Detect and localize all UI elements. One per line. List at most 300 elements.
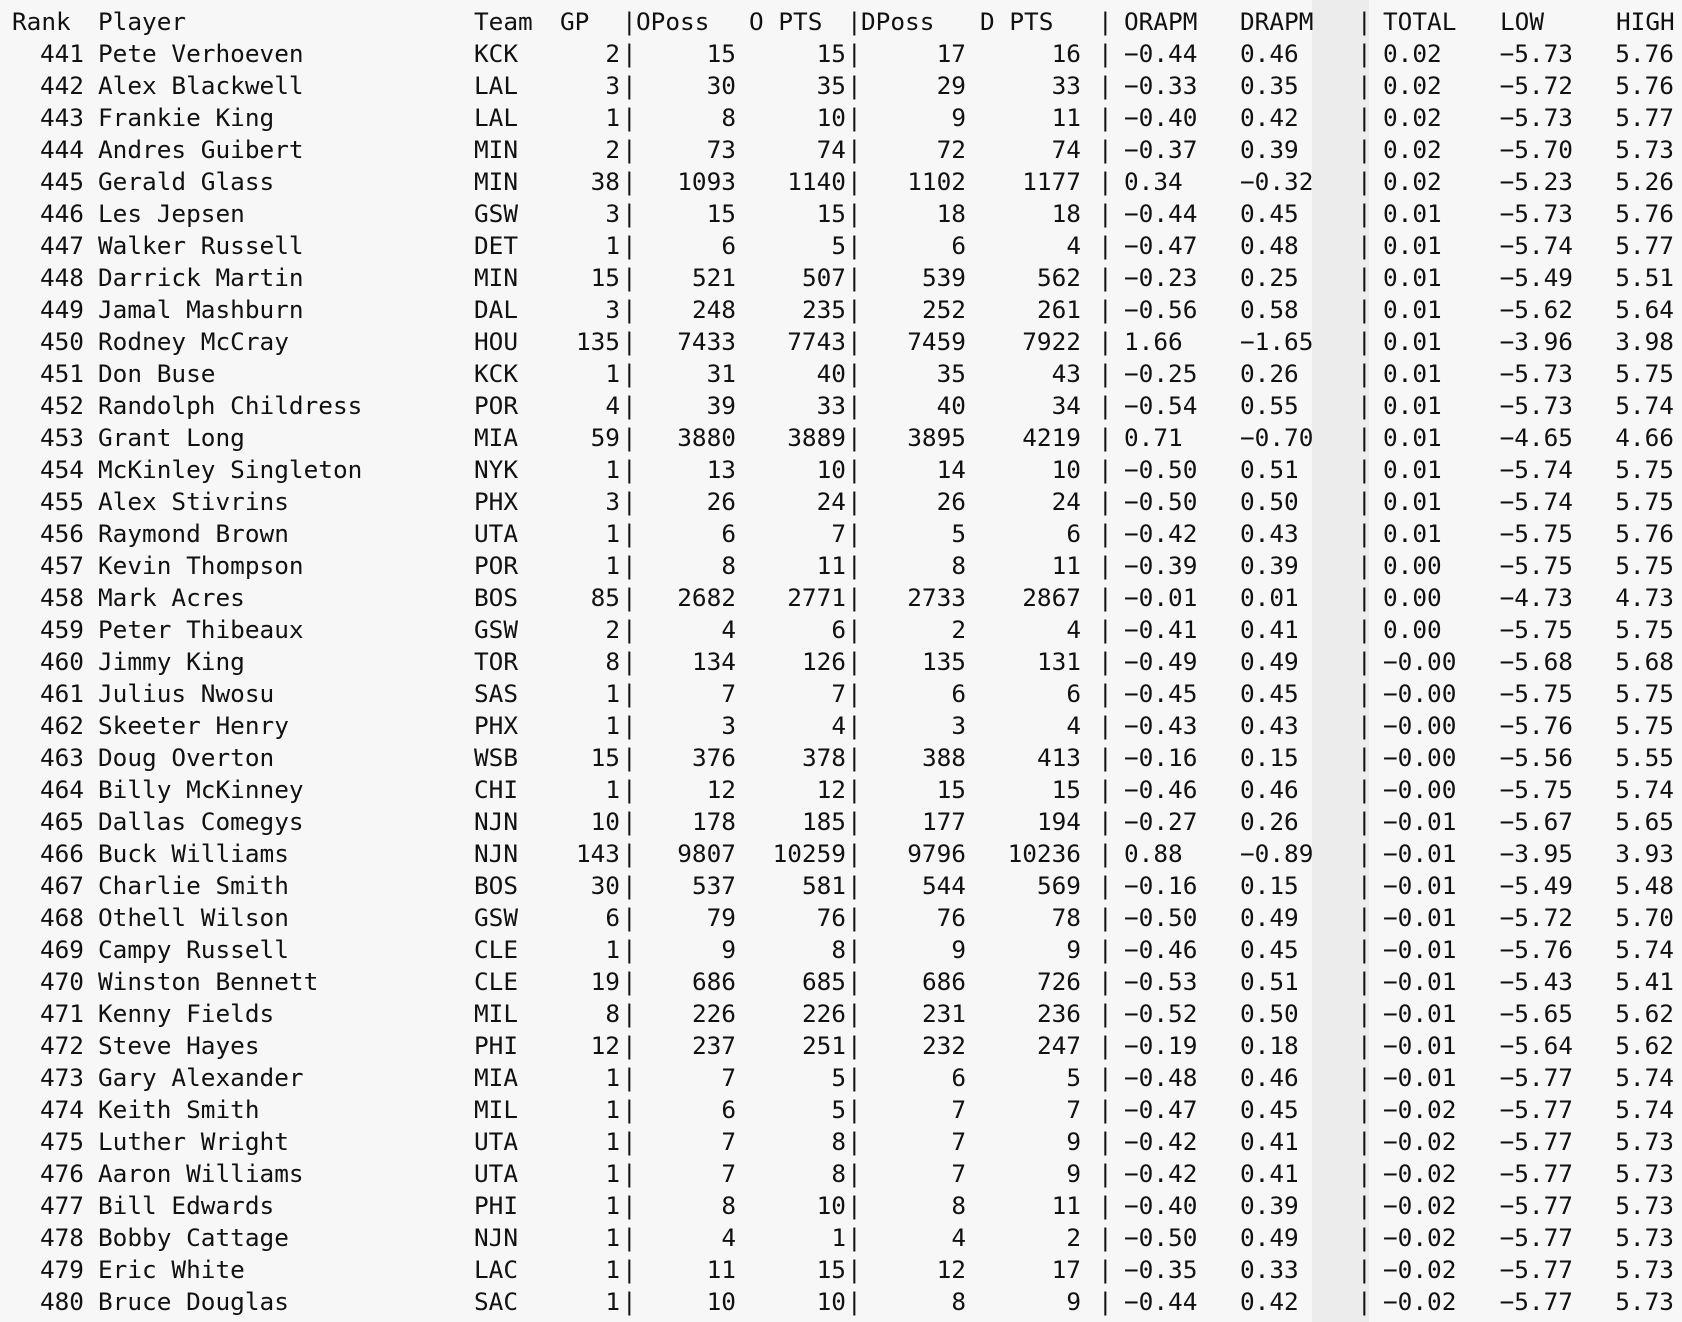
player-cell: Raymond Brown: [98, 519, 289, 548]
player-cell: Darrick Martin: [98, 263, 304, 292]
low-cell: −5.75: [1499, 615, 1573, 644]
opts-cell: 2771: [787, 583, 846, 612]
drapm-cell: 0.15: [1240, 871, 1299, 900]
column-separator: |: [1098, 871, 1113, 900]
dpts-cell: 11: [1051, 103, 1081, 132]
low-cell: −5.72: [1499, 71, 1573, 100]
column-separator: |: [847, 967, 862, 996]
table-row: [0, 550, 1682, 582]
column-separator: |: [1357, 647, 1372, 676]
table-row: [0, 998, 1682, 1030]
dposs-cell: 17: [936, 39, 966, 68]
opts-cell: 6: [831, 615, 846, 644]
orapm-cell: −0.50: [1124, 1223, 1198, 1252]
low-cell: −5.75: [1499, 551, 1573, 580]
high-cell: 5.76: [1615, 199, 1674, 228]
total-cell: 0.01: [1383, 199, 1442, 228]
column-separator: |: [1098, 1127, 1113, 1156]
player-header: Player: [98, 7, 187, 36]
dpts-cell: 10: [1051, 455, 1081, 484]
column-separator: |: [1357, 551, 1372, 580]
total-cell: 0.01: [1383, 423, 1442, 452]
gp-cell: 1: [605, 935, 620, 964]
high-cell: 5.62: [1615, 999, 1674, 1028]
total-cell: −0.00: [1383, 743, 1457, 772]
high-cell: 5.76: [1615, 519, 1674, 548]
team-cell: CLE: [474, 935, 519, 964]
column-separator: |: [847, 423, 862, 452]
column-separator: |: [622, 679, 637, 708]
column-separator: |: [847, 391, 862, 420]
column-separator: |: [1098, 1159, 1113, 1188]
column-separator: |: [847, 935, 862, 964]
column-separator: |: [622, 39, 637, 68]
total-cell: −0.01: [1383, 871, 1457, 900]
orapm-cell: −0.44: [1124, 1287, 1198, 1316]
rank-cell: 458: [39, 583, 84, 612]
total-header: TOTAL: [1383, 7, 1457, 36]
low-cell: −5.75: [1499, 775, 1573, 804]
column-separator: |: [1098, 1095, 1113, 1124]
drapm-cell: 0.45: [1240, 679, 1299, 708]
oposs-cell: 3880: [677, 423, 736, 452]
rank-cell: 462: [39, 711, 84, 740]
table-row: [0, 678, 1682, 710]
rank-cell: 479: [39, 1255, 84, 1284]
low-cell: −5.73: [1499, 391, 1573, 420]
high-cell: 5.62: [1615, 1031, 1674, 1060]
gp-cell: 3: [605, 71, 620, 100]
total-cell: 0.00: [1383, 551, 1442, 580]
rank-header: Rank: [12, 7, 71, 36]
high-cell: 3.93: [1615, 839, 1674, 868]
orapm-cell: −0.48: [1124, 1063, 1198, 1092]
gp-cell: 2: [605, 39, 620, 68]
table-row: [0, 1126, 1682, 1158]
team-cell: MIL: [474, 1095, 519, 1124]
gp-cell: 1: [605, 1287, 620, 1316]
team-cell: LAL: [474, 71, 519, 100]
gp-cell: 1: [605, 1255, 620, 1284]
column-separator: |: [1098, 551, 1113, 580]
oposs-cell: 226: [691, 999, 736, 1028]
opts-cell: 40: [816, 359, 846, 388]
total-cell: −0.00: [1383, 647, 1457, 676]
high-cell: 5.75: [1615, 711, 1674, 740]
column-separator: |: [622, 711, 637, 740]
opts-cell: 4: [831, 711, 846, 740]
dposs-cell: 232: [921, 1031, 966, 1060]
table-row: [0, 966, 1682, 998]
table-row: [0, 806, 1682, 838]
rank-cell: 480: [39, 1287, 84, 1316]
opts-cell: 235: [801, 295, 846, 324]
opts-cell: 15: [816, 199, 846, 228]
high-cell: 4.66: [1615, 423, 1674, 452]
oposs-cell: 7433: [677, 327, 736, 356]
player-cell: Bobby Cattage: [98, 1223, 289, 1252]
column-separator: |: [1357, 1287, 1372, 1316]
team-cell: MIN: [474, 135, 519, 164]
drapm-cell: 0.48: [1240, 231, 1299, 260]
team-cell: PHX: [474, 711, 519, 740]
total-cell: 0.01: [1383, 487, 1442, 516]
high-cell: 5.55: [1615, 743, 1674, 772]
low-cell: −5.76: [1499, 935, 1573, 964]
rank-cell: 464: [39, 775, 84, 804]
dposs-cell: 252: [921, 295, 966, 324]
drapm-cell: 0.45: [1240, 935, 1299, 964]
high-cell: 5.73: [1615, 1191, 1674, 1220]
rank-cell: 446: [39, 199, 84, 228]
rank-cell: 441: [39, 39, 84, 68]
player-cell: Alex Stivrins: [98, 487, 289, 516]
column-separator: |: [622, 1127, 637, 1156]
oposs-cell: 13: [706, 455, 736, 484]
column-separator: |: [1098, 199, 1113, 228]
rank-cell: 475: [39, 1127, 84, 1156]
rank-cell: 477: [39, 1191, 84, 1220]
dposs-cell: 7: [951, 1127, 966, 1156]
dpts-cell: 9: [1066, 935, 1081, 964]
dpts-cell: 18: [1051, 199, 1081, 228]
drapm-cell: 0.43: [1240, 711, 1299, 740]
table-row: [0, 294, 1682, 326]
player-cell: Grant Long: [98, 423, 245, 452]
orapm-cell: −0.19: [1124, 1031, 1198, 1060]
dposs-cell: 2: [951, 615, 966, 644]
column-separator: |: [1098, 1063, 1113, 1092]
dposs-cell: 35: [936, 359, 966, 388]
rank-cell: 455: [39, 487, 84, 516]
rank-cell: 442: [39, 71, 84, 100]
column-separator: |: [847, 647, 862, 676]
oposs-cell: 15: [706, 39, 736, 68]
team-cell: PHI: [474, 1031, 519, 1060]
rank-cell: 476: [39, 1159, 84, 1188]
oposs-cell: 2682: [677, 583, 736, 612]
column-separator: |: [847, 583, 862, 612]
total-cell: 0.01: [1383, 359, 1442, 388]
column-separator: |: [622, 455, 637, 484]
opts-cell: 10: [816, 1287, 846, 1316]
column-separator: |: [622, 1223, 637, 1252]
player-cell: Campy Russell: [98, 935, 289, 964]
team-cell: KCK: [474, 359, 519, 388]
column-separator: |: [1098, 679, 1113, 708]
team-cell: GSW: [474, 615, 519, 644]
total-cell: −0.02: [1383, 1159, 1457, 1188]
column-separator: |: [847, 871, 862, 900]
column-separator: |: [1098, 967, 1113, 996]
opts-cell: 8: [831, 935, 846, 964]
low-cell: −5.74: [1499, 231, 1573, 260]
team-cell: MIN: [474, 167, 519, 196]
player-cell: Les Jepsen: [98, 199, 245, 228]
gp-cell: 15: [590, 743, 620, 772]
column-separator: |: [847, 167, 862, 196]
orapm-cell: −0.50: [1124, 903, 1198, 932]
table-row: [0, 838, 1682, 870]
gp-cell: 1: [605, 775, 620, 804]
team-cell: POR: [474, 551, 519, 580]
gp-cell: 85: [590, 583, 620, 612]
oposs-cell: 537: [691, 871, 736, 900]
orapm-cell: 0.34: [1124, 167, 1183, 196]
opts-cell: 5: [831, 231, 846, 260]
column-separator: |: [1098, 775, 1113, 804]
high-cell: 5.74: [1615, 1095, 1674, 1124]
oposs-cell: 9807: [677, 839, 736, 868]
dposs-cell: 8: [951, 1287, 966, 1316]
column-separator: |: [1098, 167, 1113, 196]
dpts-cell: 15: [1051, 775, 1081, 804]
column-separator: |: [1098, 327, 1113, 356]
rank-cell: 473: [39, 1063, 84, 1092]
column-separator: |: [622, 487, 637, 516]
low-cell: −5.77: [1499, 1095, 1573, 1124]
column-separator: |: [847, 1127, 862, 1156]
rank-cell: 459: [39, 615, 84, 644]
column-separator: |: [1357, 679, 1372, 708]
orapm-cell: −0.46: [1124, 775, 1198, 804]
orapm-cell: −0.47: [1124, 1095, 1198, 1124]
drapm-cell: 0.45: [1240, 199, 1299, 228]
total-cell: −0.01: [1383, 1031, 1457, 1060]
oposs-cell: 31: [706, 359, 736, 388]
dposs-cell: 40: [936, 391, 966, 420]
high-cell: 5.70: [1615, 903, 1674, 932]
table-row: [0, 742, 1682, 774]
rank-cell: 469: [39, 935, 84, 964]
dposs-cell: 9: [951, 935, 966, 964]
drapm-cell: −0.89: [1240, 839, 1314, 868]
opts-header: O PTS: [749, 7, 823, 36]
column-separator: |: [1357, 487, 1372, 516]
drapm-cell: 0.01: [1240, 583, 1299, 612]
orapm-cell: −0.52: [1124, 999, 1198, 1028]
dpts-cell: 43: [1051, 359, 1081, 388]
low-cell: −5.64: [1499, 1031, 1573, 1060]
player-cell: Keith Smith: [98, 1095, 260, 1124]
team-cell: HOU: [474, 327, 519, 356]
high-cell: 5.41: [1615, 967, 1674, 996]
player-cell: Alex Blackwell: [98, 71, 304, 100]
column-separator: |: [1357, 455, 1372, 484]
total-cell: −0.01: [1383, 839, 1457, 868]
dposs-cell: 29: [936, 71, 966, 100]
dposs-cell: 8: [951, 1191, 966, 1220]
total-cell: 0.01: [1383, 231, 1442, 260]
opts-cell: 15: [816, 1255, 846, 1284]
column-separator: |: [622, 7, 637, 36]
oposs-cell: 11: [706, 1255, 736, 1284]
gp-cell: 3: [605, 295, 620, 324]
column-separator: |: [1098, 135, 1113, 164]
column-separator: |: [847, 775, 862, 804]
rank-cell: 466: [39, 839, 84, 868]
column-separator: |: [1098, 455, 1113, 484]
high-cell: 5.64: [1615, 295, 1674, 324]
column-separator: |: [1357, 103, 1372, 132]
dpts-cell: 5: [1066, 1063, 1081, 1092]
player-cell: Charlie Smith: [98, 871, 289, 900]
gp-cell: 1: [605, 1127, 620, 1156]
dposs-cell: 26: [936, 487, 966, 516]
oposs-cell: 79: [706, 903, 736, 932]
column-separator: |: [622, 967, 637, 996]
column-separator: |: [622, 551, 637, 580]
oposs-cell: 8: [721, 103, 736, 132]
column-separator: |: [847, 1031, 862, 1060]
column-separator: |: [847, 903, 862, 932]
high-cell: 5.75: [1615, 487, 1674, 516]
column-separator: |: [847, 231, 862, 260]
team-cell: LAL: [474, 103, 519, 132]
table-row: [0, 1190, 1682, 1222]
opts-cell: 251: [801, 1031, 846, 1060]
team-cell: TOR: [474, 647, 519, 676]
dpts-cell: 34: [1051, 391, 1081, 420]
column-separator: |: [622, 327, 637, 356]
table-row: [0, 582, 1682, 614]
opts-cell: 185: [801, 807, 846, 836]
dposs-cell: 2733: [907, 583, 966, 612]
drapm-cell: 0.41: [1240, 1127, 1299, 1156]
dposs-cell: 3: [951, 711, 966, 740]
dpts-cell: 6: [1066, 519, 1081, 548]
high-cell: 5.48: [1615, 871, 1674, 900]
column-separator: |: [1357, 871, 1372, 900]
team-cell: PHX: [474, 487, 519, 516]
rank-cell: 474: [39, 1095, 84, 1124]
opts-cell: 126: [801, 647, 846, 676]
low-cell: −5.75: [1499, 679, 1573, 708]
gp-cell: 3: [605, 487, 620, 516]
drapm-header: DRAPM: [1240, 7, 1314, 36]
orapm-cell: −0.42: [1124, 519, 1198, 548]
gp-cell: 1: [605, 551, 620, 580]
column-separator: |: [1357, 327, 1372, 356]
total-cell: 0.02: [1383, 71, 1442, 100]
total-cell: −0.02: [1383, 1095, 1457, 1124]
gp-header: GP: [560, 7, 590, 36]
dposs-cell: 4: [951, 1223, 966, 1252]
drapm-cell: 0.42: [1240, 1287, 1299, 1316]
dposs-cell: 5: [951, 519, 966, 548]
dpts-cell: 33: [1051, 71, 1081, 100]
orapm-cell: −0.53: [1124, 967, 1198, 996]
drapm-cell: 0.41: [1240, 615, 1299, 644]
low-cell: −5.77: [1499, 1287, 1573, 1316]
dpts-cell: 569: [1036, 871, 1081, 900]
team-cell: GSW: [474, 199, 519, 228]
column-separator: |: [847, 711, 862, 740]
column-separator: |: [622, 71, 637, 100]
orapm-cell: −0.44: [1124, 39, 1198, 68]
column-separator: |: [1098, 1191, 1113, 1220]
dpts-cell: 11: [1051, 551, 1081, 580]
high-cell: 5.75: [1615, 615, 1674, 644]
player-cell: Winston Bennett: [98, 967, 319, 996]
team-cell: DET: [474, 231, 519, 260]
column-separator: |: [1098, 999, 1113, 1028]
drapm-cell: 0.41: [1240, 1159, 1299, 1188]
dpts-cell: 194: [1036, 807, 1081, 836]
column-separator: |: [622, 1255, 637, 1284]
high-cell: 5.76: [1615, 71, 1674, 100]
column-separator: |: [1357, 903, 1372, 932]
column-separator: |: [1357, 967, 1372, 996]
column-separator: |: [622, 1095, 637, 1124]
drapm-cell: 0.39: [1240, 135, 1299, 164]
gp-cell: 1: [605, 1191, 620, 1220]
orapm-cell: 0.71: [1124, 423, 1183, 452]
orapm-cell: −0.23: [1124, 263, 1198, 292]
dpts-cell: 9: [1066, 1287, 1081, 1316]
drapm-cell: 0.43: [1240, 519, 1299, 548]
gp-cell: 59: [590, 423, 620, 452]
oposs-cell: 26: [706, 487, 736, 516]
column-separator: |: [1357, 743, 1372, 772]
opts-cell: 74: [816, 135, 846, 164]
player-cell: Rodney McCray: [98, 327, 289, 356]
team-cell: CLE: [474, 967, 519, 996]
oposs-cell: 6: [721, 231, 736, 260]
dposs-cell: 7: [951, 1095, 966, 1124]
column-separator: |: [622, 1159, 637, 1188]
dpts-cell: 247: [1036, 1031, 1081, 1060]
drapm-cell: 0.58: [1240, 295, 1299, 324]
oposs-cell: 4: [721, 615, 736, 644]
column-separator: |: [1357, 839, 1372, 868]
team-cell: NJN: [474, 1223, 519, 1252]
high-cell: 5.75: [1615, 359, 1674, 388]
column-separator: |: [847, 551, 862, 580]
orapm-cell: −0.49: [1124, 647, 1198, 676]
player-cell: Kenny Fields: [98, 999, 275, 1028]
player-cell: Skeeter Henry: [98, 711, 289, 740]
orapm-cell: −0.56: [1124, 295, 1198, 324]
low-cell: −5.49: [1499, 263, 1573, 292]
low-cell: −5.73: [1499, 359, 1573, 388]
player-cell: Frankie King: [98, 103, 275, 132]
oposs-cell: 8: [721, 1191, 736, 1220]
team-cell: GSW: [474, 903, 519, 932]
low-cell: −5.77: [1499, 1159, 1573, 1188]
orapm-cell: −0.27: [1124, 807, 1198, 836]
rank-cell: 448: [39, 263, 84, 292]
player-cell: Gary Alexander: [98, 1063, 304, 1092]
gp-cell: 1: [605, 1063, 620, 1092]
dpts-cell: 4: [1066, 231, 1081, 260]
total-cell: 0.02: [1383, 103, 1442, 132]
rank-cell: 456: [39, 519, 84, 548]
column-separator: |: [1098, 7, 1113, 36]
high-cell: 5.77: [1615, 231, 1674, 260]
total-cell: −0.02: [1383, 1127, 1457, 1156]
table-row: [0, 646, 1682, 678]
rank-cell: 445: [39, 167, 84, 196]
gp-cell: 1: [605, 711, 620, 740]
opts-cell: 76: [816, 903, 846, 932]
column-separator: |: [622, 743, 637, 772]
orapm-cell: −0.40: [1124, 103, 1198, 132]
dpts-cell: 261: [1036, 295, 1081, 324]
player-cell: Billy McKinney: [98, 775, 304, 804]
high-cell: 5.65: [1615, 807, 1674, 836]
player-cell: Bill Edwards: [98, 1191, 275, 1220]
